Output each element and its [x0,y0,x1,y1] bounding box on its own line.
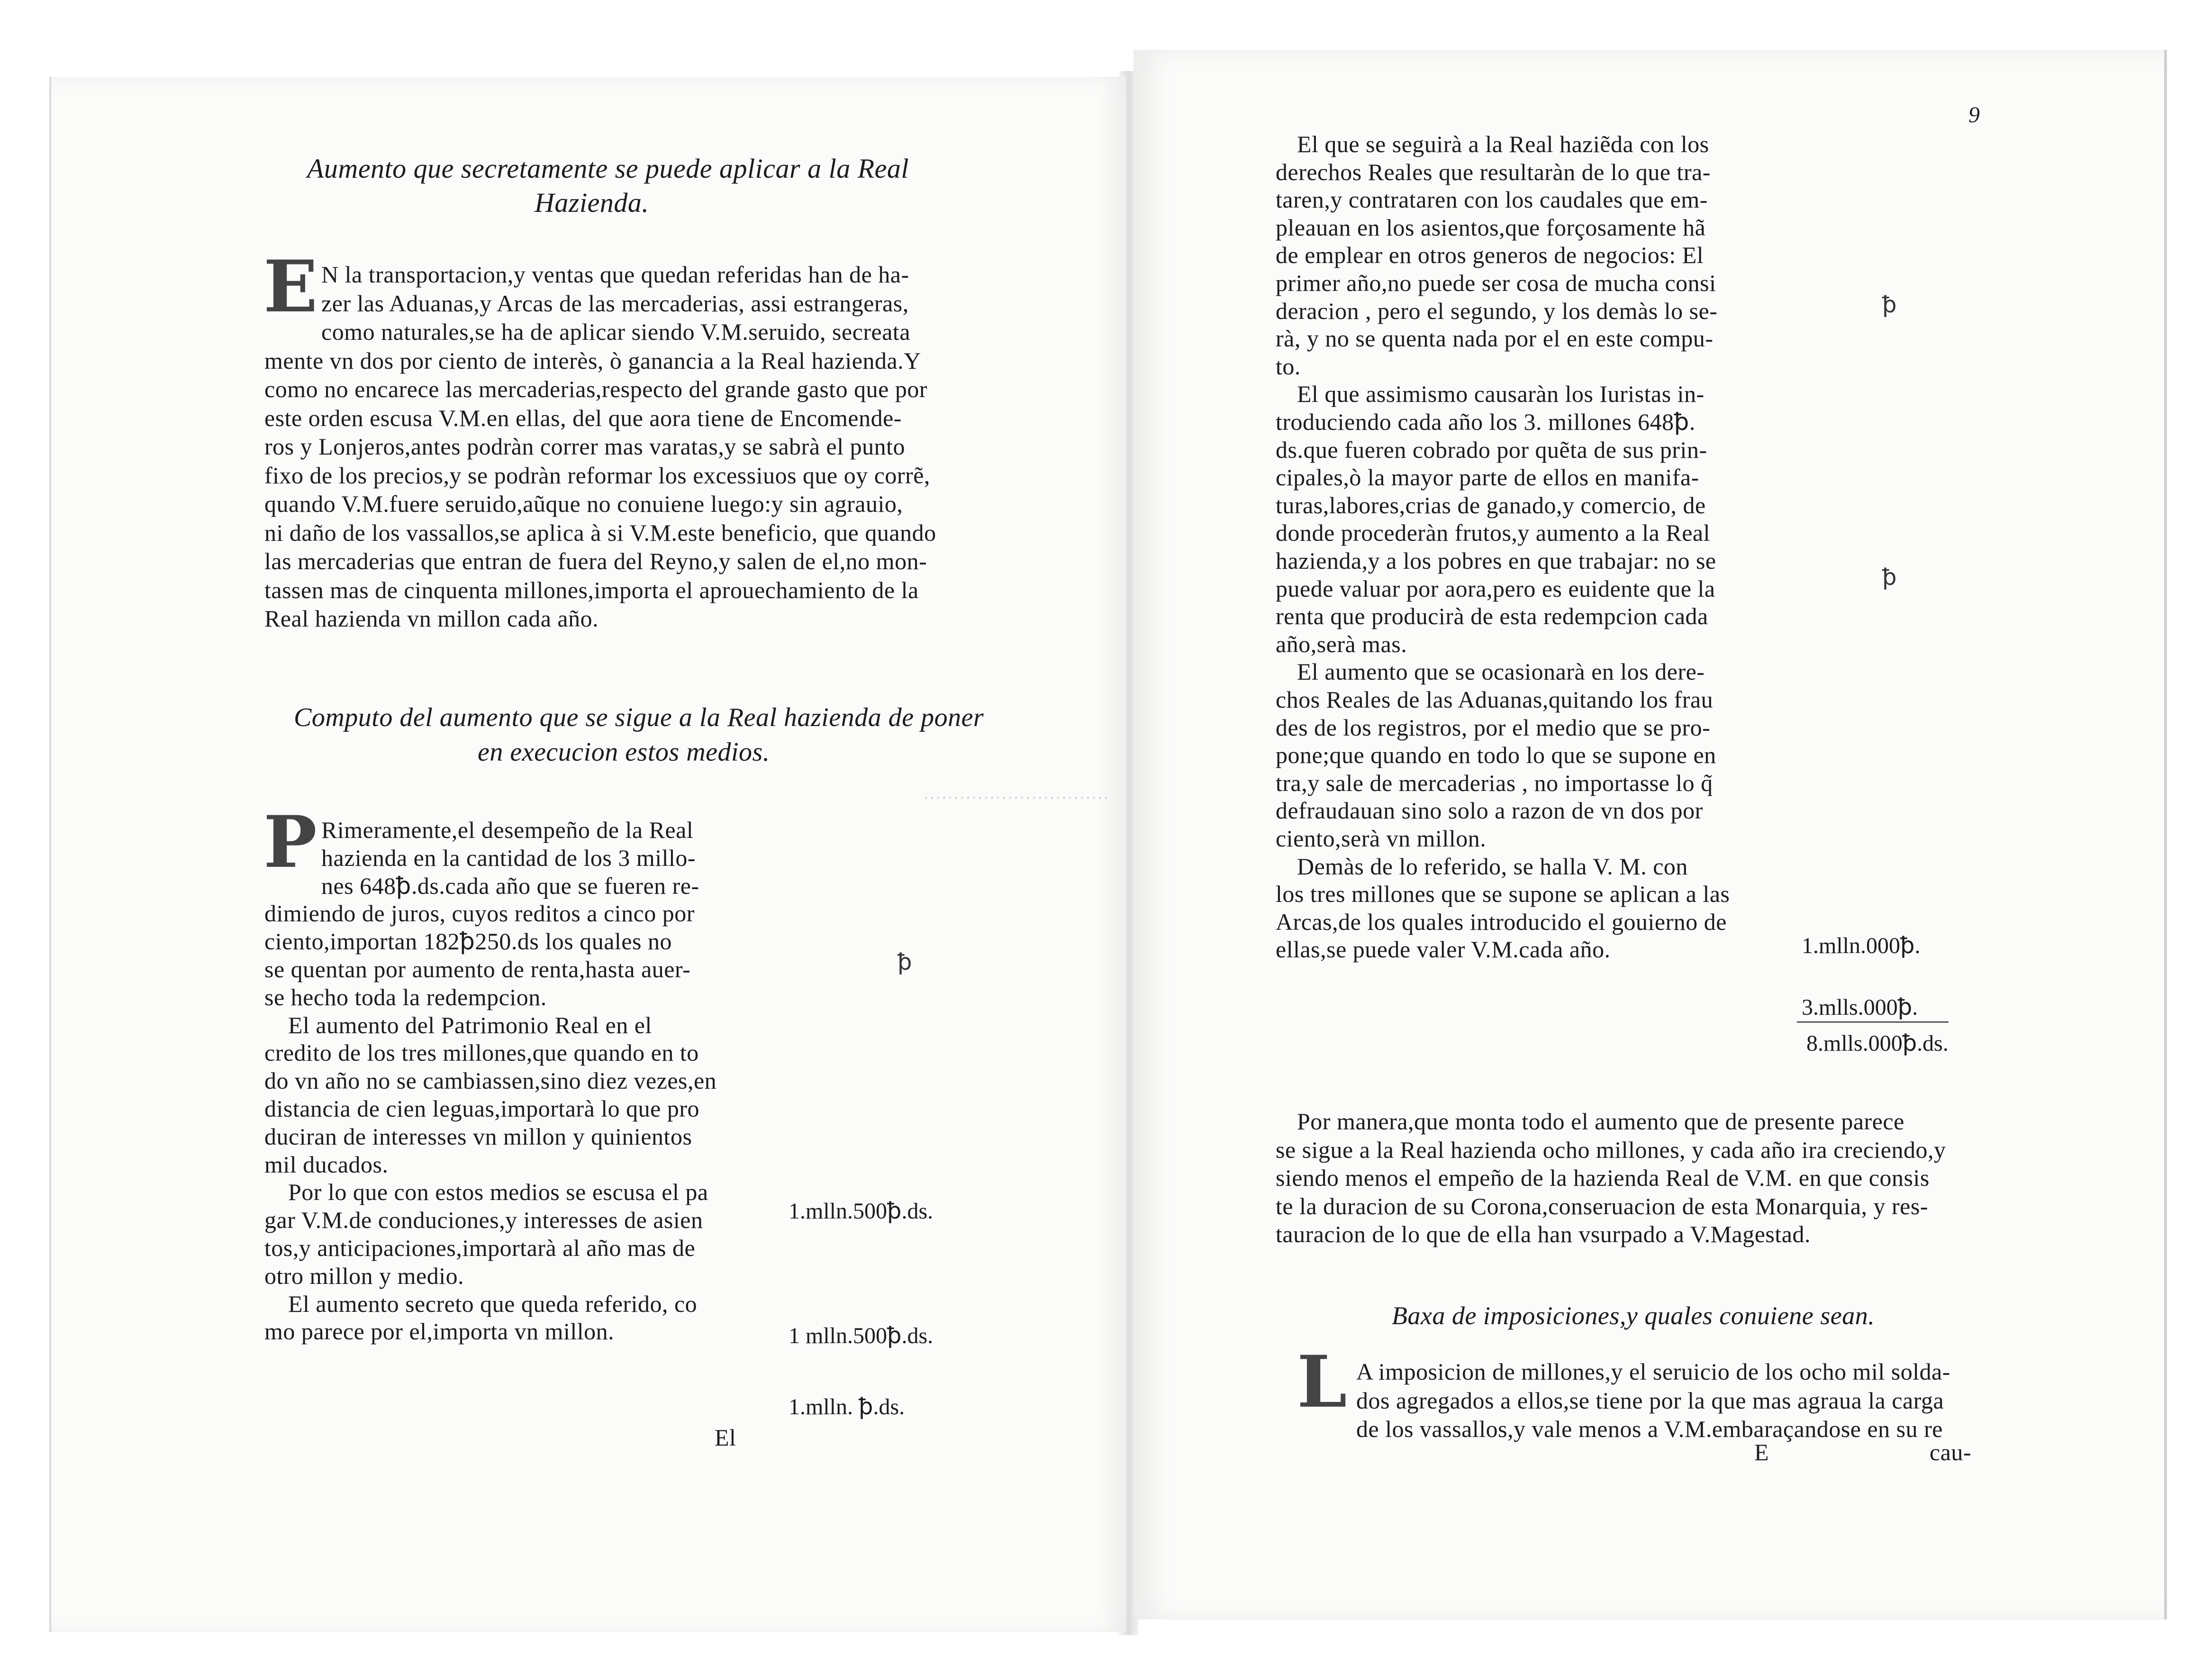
right-text-line: El que se seguirà a la Real haziẽda con los [1297,131,1709,157]
section2-text-line: El aumento del Patrimonio Real en el [288,1011,652,1038]
section1-text-line: quando V.M.fuere seruido,aũque no conuiene luego:y sin agrauio, [264,491,903,517]
right-text-line: renta que producirà de esta redempcion cada [1276,603,1708,630]
right-text-3-line: A imposicion de millones,y el seruicio de los ocho mil solda- [1356,1358,1950,1385]
section2-text-line: ciento,importan 182ꝥ250.ds los quales no [264,928,672,955]
sum-rule [1797,1021,1949,1023]
section2-text-line: distancia de cien leguas,importarà lo que pro [264,1095,700,1122]
right-text-line: El aumento que se ocasionarà en los dere- [1297,658,1705,685]
right-text-line: Demàs de lo referido, se halla V. M. con [1297,853,1688,880]
section1-text-line: como no encarece las mercaderias,respecto del grande gasto que por [264,376,928,402]
right-text-line: primer año,no puede ser cosa de mucha consi [1276,270,1716,296]
sum-arcas: 3.mlls.000ꝥ. [1802,995,1918,1020]
section2-text-line: mo parece por el,importa vn millon. [264,1318,615,1345]
right-text-line: ellas,se puede valer V.M.cada año. [1276,936,1611,963]
sum-total: 8.mlls.000ꝥ.ds. [1806,1031,1949,1056]
sum-conduciones: 1 mlln.500ꝥ.ds. [789,1323,934,1348]
section2-text-line: credito de los tres millones,que quando en to [264,1039,699,1066]
right-text-2-line: siendo menos el empeño de la hazienda Real de V.M. en que consis [1276,1164,1930,1191]
right-text-line: pone;que quando en todo lo que se supone en [1276,742,1716,769]
section1-text-line: N la transportacion,y ventas que quedan referidas han de ha- [321,261,909,288]
section2-text-line: duciran de interesses vn millon y quinientos [264,1123,692,1150]
catchword-right: cau- [1930,1439,1972,1465]
right-text-line: taren,y contrataren con los caudales que em- [1276,186,1708,213]
right-text-line: tra,y sale de mercaderias , no importasse lo q̃ [1276,769,1713,796]
section2-text-line: gar V.M.de conduciones,y interesses de asien [264,1207,703,1234]
section1-text-line: mente vn dos por ciento de interès, ò ganancia a la Real hazienda.Y [264,347,921,374]
right-text-line: pleauan en los asientos,que forçosamente hã [1276,214,1706,241]
margin-mark-1: ꝥ [1882,292,1897,318]
section1-text-line: Real hazienda vn millon cada año. [264,605,599,632]
page-number: 9 [1968,102,1980,127]
right-text-2-line: se sigue a la Real hazienda ocho millones, y cada año ira creciendo,y [1276,1136,1946,1163]
signature-mark: E [1754,1439,1769,1465]
right-text-line: los tres millones que se supone se aplican a las [1276,881,1730,908]
section1-text-line: ni daño de los vassallos,se aplica à si V.M.este beneficio, que quando [264,519,936,546]
right-page [1133,50,2167,1619]
right-text-line: derechos Reales que resultaràn de lo que tra- [1276,158,1711,185]
right-text-line: hazienda,y a los pobres en que trabajar: no se [1276,547,1716,574]
dropcap-p: P [263,800,317,884]
right-text-2-line: Por manera,que monta todo el aumento que de presente parece [1297,1108,1904,1135]
sum-aduanas: 1.mlln.000ꝥ. [1802,933,1921,958]
right-text-line: donde procederàn frutos,y aumento a la Real [1276,519,1710,546]
margin-mark: ꝥ [897,950,912,975]
section2-text-line: tos,y anticipaciones,importarà al año mas de [264,1235,696,1261]
left-page [49,77,1126,1632]
right-text-2-line: tauracion de lo que de ella han vsurpado a V.Magestad. [1276,1221,1811,1247]
section1-text-line: como naturales,se ha de aplicar siendo V.M.seruido, secreata [321,318,911,345]
section2-text-line: hazienda en la cantidad de los 3 millo- [321,844,696,871]
section2-text-line: Rimeramente,el desempeño de la Real [321,817,694,843]
right-text-line: des de los registros, por el medio que se pro- [1276,714,1711,741]
section1-text-line: zer las Aduanas,y Arcas de las mercaderias, assi estrangeras, [321,290,909,317]
sum-interesses: 1.mlln.500ꝥ.ds. [789,1199,934,1224]
catchword-left: El [715,1424,736,1451]
right-text-line: ds.que fueren cobrado por quẽta de sus prin- [1276,436,1707,463]
right-text-3-line: dos agregados a ellos,se tiene por la que mas agraua la carga [1356,1387,1944,1414]
section2-text-line: El aumento secreto que queda referido, co [288,1290,698,1317]
dropcap-e: E [263,245,318,328]
right-text-line: to. [1276,353,1301,380]
right-text-line: Arcas,de los quales introducido el gouierno de [1276,908,1727,935]
right-text-line: El que assimismo causaràn los Iuristas in- [1297,381,1704,408]
section-title-line-2: Hazienda. [535,187,649,218]
section1-text-line: tassen mas de cinquenta millones,importa el aprouechamiento de la [264,576,919,603]
right-text-line: de emplear en otros generos de negocios: El [1276,242,1704,269]
right-text-3-line: de los vassallos,y vale menos a V.M.embaraçandose en su re [1356,1416,1943,1442]
margin-mark-2: ꝥ [1882,565,1897,590]
right-text-2-line: te la duracion de su Corona,conseruacion de esta Monarquia, y res- [1276,1192,1928,1219]
right-text-line: turas,labores,crias de ganado,y comercio, de [1276,491,1706,518]
show-through-text: ······························· [923,788,1109,808]
right-text-line: troduciendo cada año los 3. millones 648ꝥ. [1276,409,1695,435]
section2-text-line: do vn año no se cambiassen,sino diez vezes,en [264,1067,717,1094]
section2-text-line: nes 648ꝥ.ds.cada año que se fueren re- [321,872,699,899]
right-text-line: cipales,ò la mayor parte de ellos en manifa- [1276,464,1699,491]
section1-text-line: ros y Lonjeros,antes podràn correr mas varatas,y se sabrà el punto [264,433,905,460]
section2-text-line: se hecho toda la redempcion. [264,983,547,1010]
section1-text-line: las mercaderias que entran de fuera del Reyno,y salen de el,no mon- [264,548,927,574]
section2-text-line: otro millon y medio. [264,1262,464,1289]
section2-text-line: Por lo que con estos medios se escusa el pa [288,1179,708,1206]
section2-text-line: dimiendo de juros, cuyos reditos a cinco por [264,900,695,927]
right-text-line: año,serà mas. [1276,630,1407,657]
section1-text-line: este orden escusa V.M.en ellas, del que aora tiene de Encomende- [264,404,902,431]
computo-title-line-2: en execucion estos medios. [478,737,770,767]
right-text-line: ciento,serà vn millon. [1276,825,1487,852]
section-title-line-1: Aumento que secretamente se puede aplicar a la Real [307,153,909,184]
right-text-line: rà, y no se quenta nada por el en este compu- [1276,325,1713,352]
section2-text-line: mil ducados. [264,1151,389,1178]
dropcap-l: L [1297,1340,1347,1424]
right-text-line: chos Reales de las Aduanas,quitando los frau [1276,686,1713,713]
section1-text-line: fixo de los precios,y se podràn reformar los excessiuos que oy corrẽ, [264,462,930,489]
right-text-line: defraudauan sino solo a razon de vn dos por [1276,797,1703,824]
right-text-line: deracion , pero el segundo, y los demàs lo se- [1276,297,1718,324]
baxa-title: Baxa de imposiciones,y quales conuiene sean. [1392,1301,1875,1330]
right-text-line: puede valuar por aora,pero es euidente que la [1276,575,1715,602]
sum-secreto: 1.mlln. ꝥ.ds. [789,1394,905,1419]
computo-title-line-1: Computo del aumento que se sigue a la Real hazienda de poner [294,703,984,732]
section2-text-line: se quentan por aumento de renta,hasta auer- [264,956,691,982]
